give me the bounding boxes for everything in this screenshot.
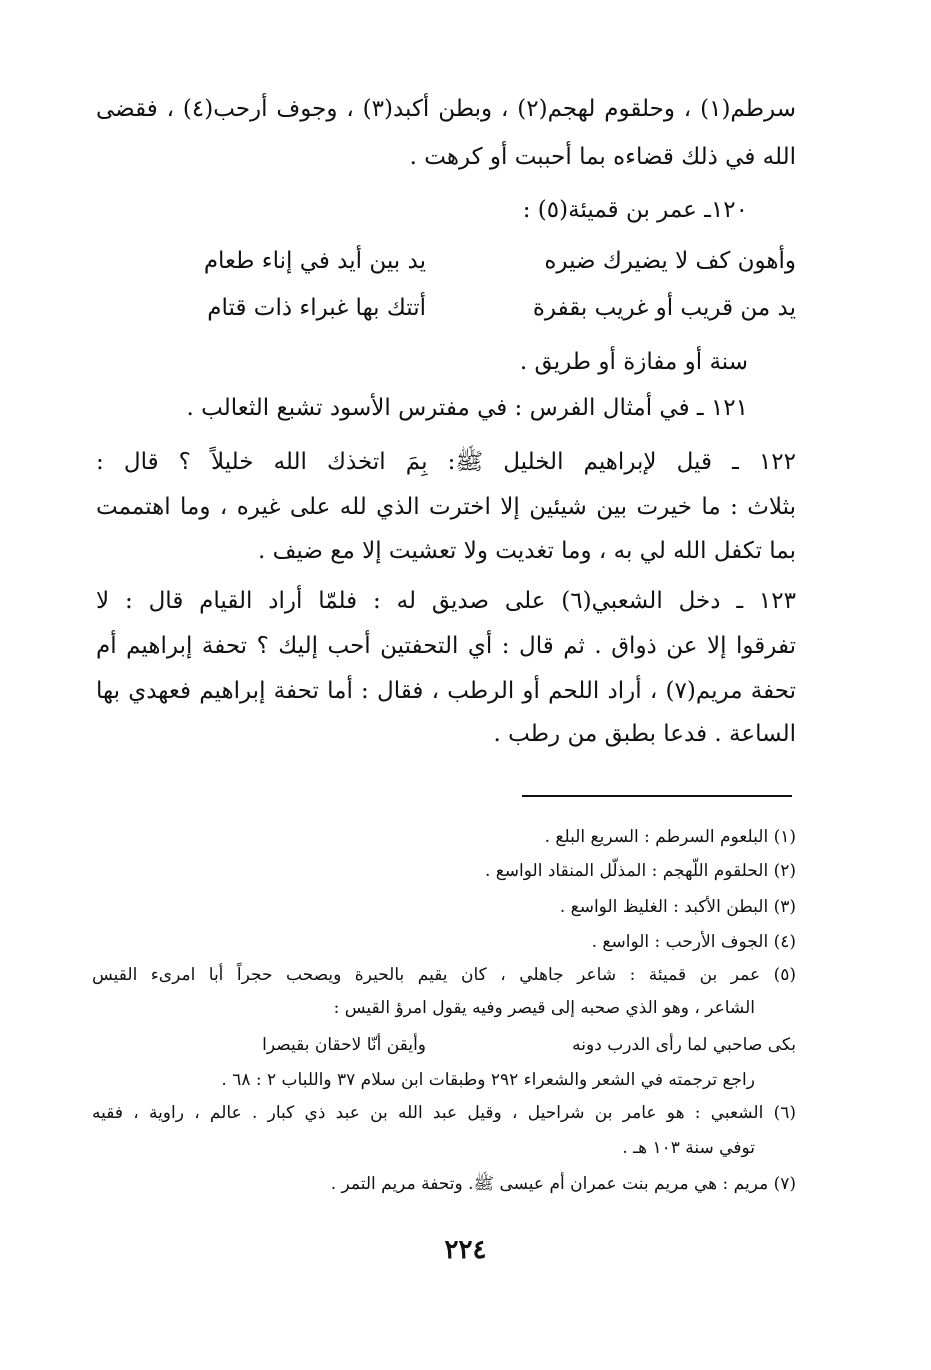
footnote-3: (٣) البطن الأكبد : الغليظ الواسع .: [559, 897, 796, 917]
entry-122-line-1: ١٢٢ ـ قيل لإبراهيم الخليل ﷺ: بِمَ اتخذك الله خليلاً ؟ قال :: [96, 449, 796, 475]
footnote-6-line-1: (٦) الشعبي : هو عامر بن شراحيل ، وقيل عبد الله بن عبد ذي كبار . عالم ، راوية ، فقيه: [92, 1103, 796, 1123]
footnote-2: (٢) الحلقوم اللّهجم : المذلّل المنقاد الواسع .: [484, 861, 796, 881]
verse-1-first-hemistich: وأهون كف لا يضيرك ضيره: [544, 248, 796, 274]
footnote-7: (٧) مريم : هي مريم بنت عمران أم عيسى ﷺ. وتحفة مريم التمر .: [330, 1174, 796, 1194]
entry-122-line-2: بثلاث : ما خيرت بين شيئين إلا اخترت الذي لله على غيره ، وما اهتممت: [96, 494, 796, 520]
main-line-2: الله في ذلك قضاءه بما أحببت أو كرهت .: [409, 144, 796, 170]
footnote-4: (٤) الجوف الأرحب : الواسع .: [591, 932, 796, 952]
footnote-verse-first-hemistich: بكى صاحبي لما رأى الدرب دونه: [572, 1035, 796, 1055]
footnote-verse-second-hemistich: وأيقن أنّا لاحقان بقيصرا: [262, 1035, 426, 1055]
entry-120-heading: ١٢٠ـ عمر بن قميئة(٥) :: [522, 197, 748, 223]
main-line-1: سرطم(١) ، وحلقوم لهجم(٢) ، وبطن أكبد(٣) ، وجوف أرحب(٤) ، فقضى: [96, 96, 797, 122]
footnote-separator: [522, 795, 792, 797]
verse-2-second-hemistich: أتتك بها غبراء ذات قتام: [207, 295, 426, 321]
entry-122-line-3: بما تكفل الله لي به ، وما تغديت ولا تعشيت إلا مع ضيف .: [258, 538, 796, 564]
entry-121: ١٢١ ـ في أمثال الفرس : في مفترس الأسود تشبع الثعالب .: [186, 395, 748, 421]
footnote-1: (١) البلعوم السرطم : السريع البلع .: [544, 827, 796, 847]
verse-1-second-hemistich: يد بين أيد في إناء طعام: [203, 248, 426, 274]
page-number: ٢٢٤: [444, 1235, 487, 1265]
main-line-verse-tail: سنة أو مفازة أو طريق .: [519, 349, 748, 375]
entry-123-line-3: تحفة مريم(٧) ، أراد اللحم أو الرطب ، فقال : أما تحفة إبراهيم فعهدي بها: [96, 678, 796, 704]
entry-123-line-2: تفرقوا إلا عن ذواق . ثم قال : أي التحفتين أحب إليك ؟ تحفة إبراهيم أم: [96, 633, 796, 659]
entry-123-line-1: ١٢٣ ـ دخل الشعبي(٦) على صديق له : فلمّا أراد القيام قال : لا: [96, 588, 796, 614]
verse-2-first-hemistich: يد من قريب أو غريب بقفرة: [532, 295, 796, 321]
footnote-6-line-2: توفي سنة ١٠٣ هـ .: [622, 1138, 755, 1158]
footnote-5-line-3: راجع ترجمته في الشعر والشعراء ٢٩٢ وطبقات ابن سلام ٣٧ واللباب ٢ : ٦٨ .: [221, 1070, 755, 1090]
footnote-5-line-2: الشاعر ، وهو الذي صحبه إلى قيصر وفيه يقول امرؤ القيس :: [333, 998, 755, 1018]
entry-123-line-4: الساعة . فدعا بطبق من رطب .: [493, 721, 796, 747]
footnote-5-line-1: (٥) عمر بن قميئة : شاعر جاهلي ، كان يقيم بالحيرة ويصحب حجراً أبا امرىء القيس: [92, 965, 796, 985]
